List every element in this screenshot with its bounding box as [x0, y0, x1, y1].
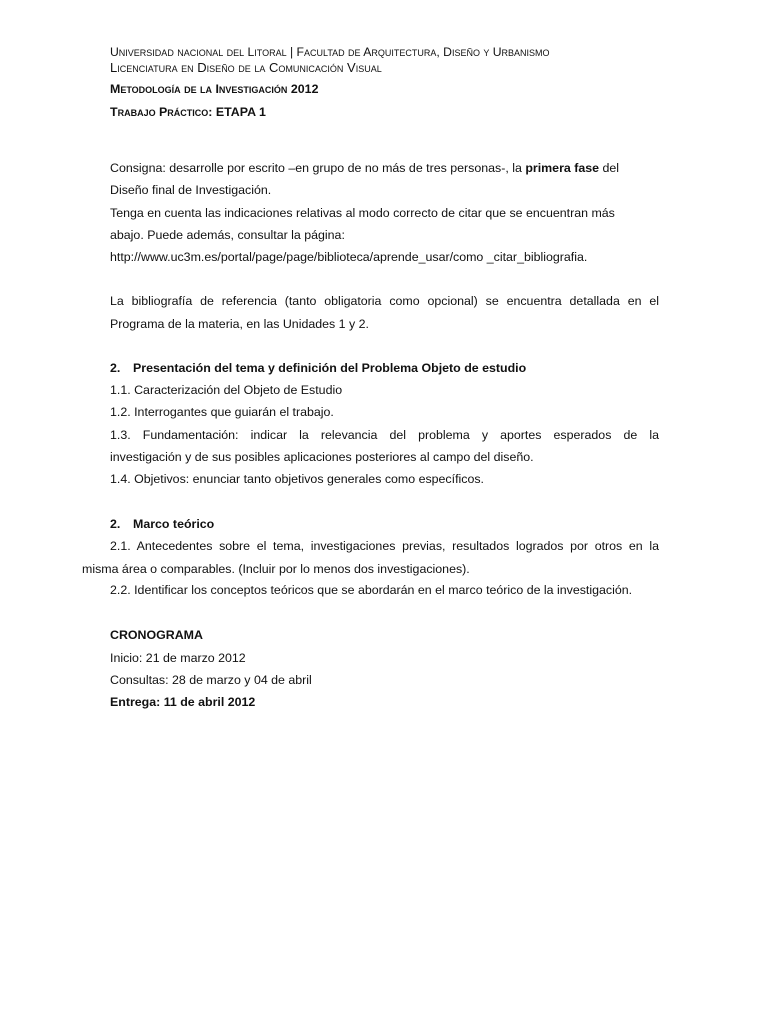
section-number: 2.: [110, 361, 121, 375]
list-item: 1.3. Fundamentación: indicar la relevancia del problema y aportes esperados de la: [110, 428, 659, 442]
course-prefix: Metodología de la Investigación: [110, 82, 288, 96]
schedule-start: Inicio: 21 de marzo 2012: [110, 651, 246, 665]
section-heading-framework: [110, 516, 214, 532]
course-year: 2012: [290, 82, 319, 96]
citation-note-line-2: abajo. Puede además, consultar la página:: [110, 228, 345, 242]
citation-note-line-1: Tenga en cuenta las indicaciones relativas al modo correcto de citar que se encuentran más: [110, 206, 615, 220]
consigna-emphasis: primera fase: [525, 161, 600, 175]
assignment-prefix: Trabajo Práctico:: [110, 105, 213, 119]
list-item-continuation: investigación y de sus posibles aplicaciones posteriores al campo del diseño.: [110, 450, 534, 464]
list-item: 2.2. Identificar los conceptos teóricos que se abordarán en el marco teórico de la investigación.: [110, 583, 633, 597]
schedule-heading: CRONOGRAMA: [110, 628, 203, 642]
section-title: Marco teórico: [133, 517, 215, 531]
section-heading-problem: [110, 360, 526, 376]
schedule-consults: Consultas: 28 de marzo y 04 de abril: [110, 673, 312, 687]
institution-line: Universidad nacional del Litoral | Facultad de Arquitectura, Diseño y Urbanismo: [110, 45, 550, 59]
program-line: Licenciatura en Diseño de la Comunicación Visual: [110, 60, 382, 75]
list-item-continuation: misma área o comparables. (Incluir por lo menos dos investigaciones).: [82, 562, 470, 576]
list-item: 1.1. Caracterización del Objeto de Estudio: [110, 383, 343, 397]
citation-url: http://www.uc3m.es/portal/page/page/biblioteca/aprende_usar/como _citar_bibliografia.: [110, 250, 588, 264]
list-item: 2.1. Antecedentes sobre el tema, investigaciones previas, resultados logrados por otros en la: [110, 539, 659, 553]
schedule-delivery: Entrega: 11 de abril 2012: [110, 695, 256, 709]
bibliography-line-1: La bibliografía de referencia (tanto obligatoria como opcional) se encuentra detallada en el: [110, 294, 659, 308]
section-title: Presentación del tema y definición del Problema Objeto de estudio: [133, 361, 527, 375]
assignment-stage: ETAPA 1: [215, 105, 266, 119]
section-number: 2.: [110, 517, 121, 531]
consigna-text-a: Consigna: desarrolle por escrito –en grupo de no más de tres personas-, la: [110, 161, 522, 175]
consigna-line-2: Diseño final de Investigación.: [110, 183, 272, 197]
consigna-text-b: del: [602, 161, 620, 175]
list-item: 1.2. Interrogantes que guiarán el trabajo.: [110, 405, 334, 419]
course-title: [110, 81, 318, 97]
list-item: 1.4. Objetivos: enunciar tanto objetivos generales como específicos.: [110, 472, 484, 486]
assignment-title: [110, 104, 266, 120]
consigna-line-1: [110, 160, 619, 176]
bibliography-line-2: Programa de la materia, en las Unidades 1 y 2.: [110, 317, 369, 331]
